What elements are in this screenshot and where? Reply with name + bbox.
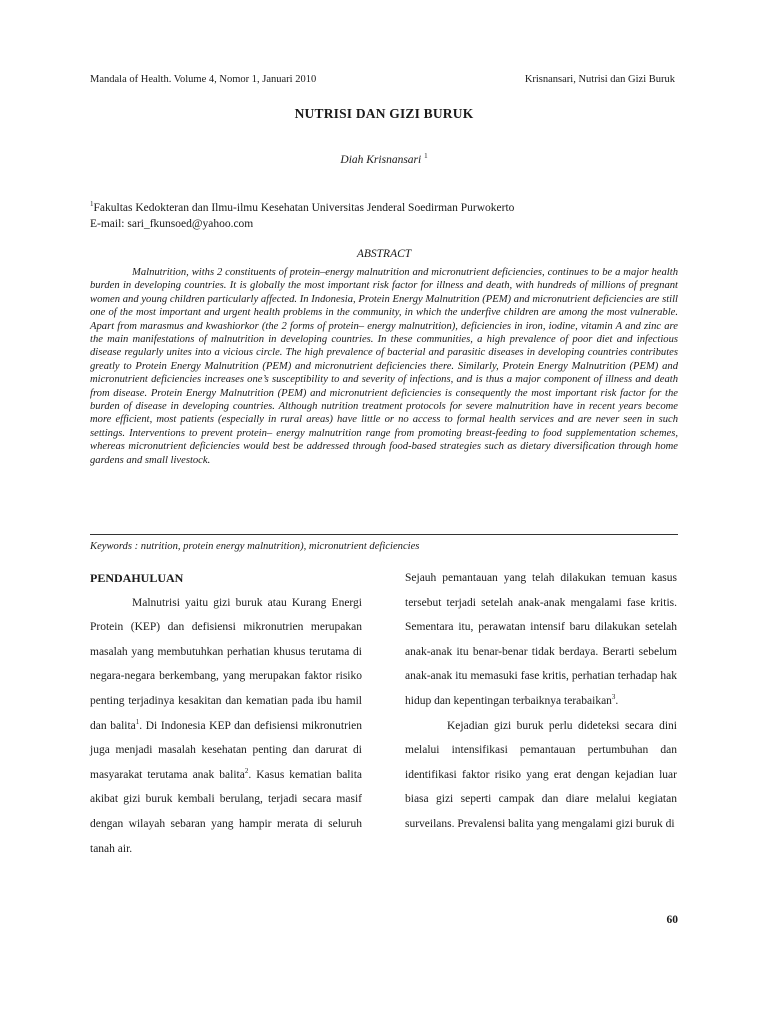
citation-ref: 1	[135, 717, 140, 726]
abstract-heading: ABSTRACT	[356, 248, 412, 260]
citation-ref: 3	[611, 693, 616, 702]
abstract-text: Malnutrition, withs 2 constituents of protein–energy malnutrition and micronutrient deficiencies, continues to be a major health burden in developing countries. It is globally the most important risk factor for illness and death, with hundreds of millions of pregnant women and young children particularly affected. In Indonesia, Protein Energy Malnutrition (PEM) and micronutrient deficiencies are still one of the most important and urgent health problems in the community, in which the underfive children are among the most vulnerable. Apart from marasmus and kwashiorkor (the 2 forms of protein– energy malnutrition), deficiencies in iron, iodine, vitamin A and zinc are the main manifestations of malnutrition in developing countries. In these communities, a high prevalence of poor diet and infectious disease regularly unites into a vicious circle. The high prevalence of bacterial and parasitic diseases in developing countries contributes greatly to Protein Energy Malnutrition (PEM) and micronutrient deficiencies there. Similarly, Protein Energy Malnutrition (PEM) and micronutrient deficiencies increases one’s susceptibility to and severity of infections, and is thus a major component of illness and death from disease. Protein Energy Malnutrition (PEM) and micronutrient deficiencies is consequently the most important risk factor for the burden of disease in developing countries. Although nutrition treatment protocols for severe malnutrition have in recent years become more efficient, most patients (especially in rural areas) have little or no access to formal health services and are never seen in such settings. Interventions to prevent protein– energy malnutrition range from promoting breast-feeding to food supplementation schemes, whereas micronutrient deficiencies would best be addressed through food-based strategies such as dietary diversification through home gardens and small livestock.	[90, 267, 678, 466]
paragraph-text: .	[615, 694, 619, 707]
body-column-right	[405, 566, 677, 837]
author-name: Diah Krisnansari	[340, 153, 422, 166]
paper-title: NUTRISI DAN GIZI BURUK	[294, 106, 474, 121]
affiliation-mark: 1	[90, 200, 94, 208]
running-header-left: Mandala of Health. Volume 4, Nomor 1, Januari 2010	[90, 74, 317, 85]
citation-ref: 2	[244, 766, 249, 775]
running-header-right: Krisnansari, Nutrisi dan Gizi Buruk	[524, 74, 675, 85]
section-heading: PENDAHULUAN	[90, 571, 184, 585]
author-email: E-mail: sari_fkunsoed@yahoo.com	[90, 217, 254, 230]
affiliation-institution	[90, 196, 690, 216]
body-column-left	[90, 566, 362, 861]
keywords-line: Keywords : nutrition, protein energy malnutrition), micronutrient deficiencies	[90, 541, 420, 552]
body-paragraph	[405, 566, 677, 714]
affiliation-block	[90, 196, 690, 232]
abstract-divider	[90, 534, 678, 535]
paragraph-text: Malnutrisi yaitu gizi buruk atau Kurang Energi Protein (KEP) dan defisiensi mikronutrien merupakan masalah yang membutuhkan perhatian khusus terutama di negara-negara berkembang, yang merupakan faktor risiko penting terjadinya kesakitan dan kematian pada ibu hamil dan balita	[90, 596, 362, 732]
affiliation-text: Fakultas Kedokteran dan Ilmu-ilmu Kesehatan Universitas Jenderal Soedirman Purwokerto	[93, 201, 515, 214]
paragraph-text: . Di Indonesia KEP dan defisiensi mikronutrien juga menjadi masalah kesehatan penting dan darurat di masyarakat terutama anak balita	[90, 719, 362, 781]
body-paragraph: Kejadian gizi buruk perlu dideteksi secara dini melalui intensifikasi pemantauan pertumbuhan dan identifikasi faktor risiko yang erat dengan kejadian luar biasa gizi seperti campak dan diare melalui kegiatan surveilans. Prevalensi balita yang mengalami gizi buruk di	[405, 719, 677, 830]
author-line	[0, 152, 768, 166]
body-paragraph	[90, 591, 362, 862]
page-number: 60	[666, 914, 678, 926]
paragraph-text: Sejauh pemantauan yang telah dilakukan temuan kasus tersebut terjadi setelah anak-anak mengalami fase kritis. Sementara itu, perawatan intensif baru dilakukan setelah anak-anak itu benar-benar tidak berdaya. Berarti sebelum anak-anak itu memasuki fase kritis, perhatian terhadap hak hidup dan kepentingan terbaiknya terabaikan	[405, 572, 677, 707]
paragraph-text: . Kasus kematian balita akibat gizi buruk kembali berulang, terjadi secara masif dengan wilayah sebaran yang hampir merata di seluruh tanah air.	[90, 768, 362, 855]
author-affiliation-mark: 1	[424, 152, 428, 160]
